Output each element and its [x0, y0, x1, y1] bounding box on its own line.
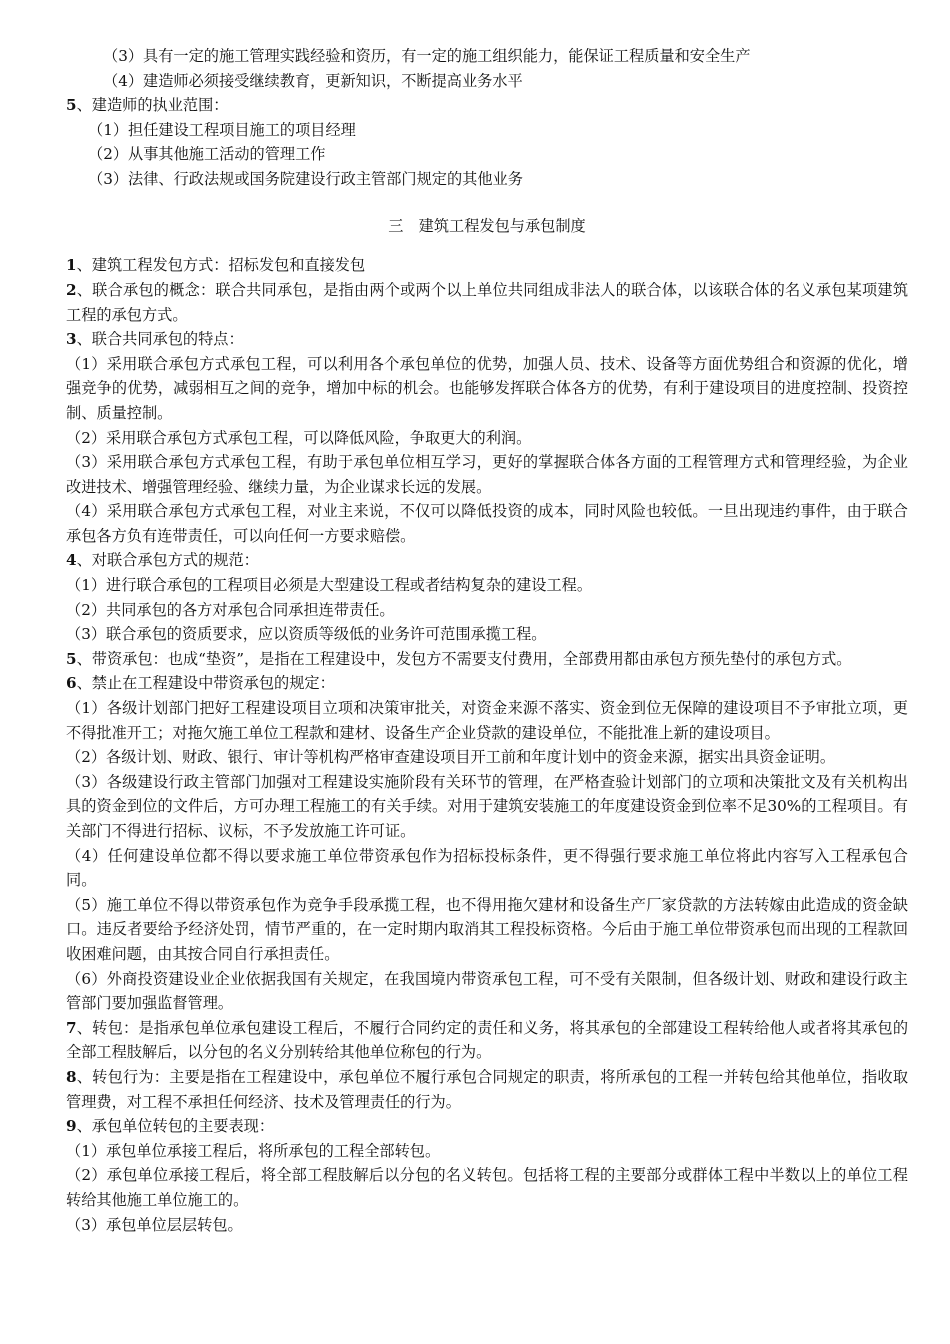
list-item	[66, 573, 908, 598]
list-item	[66, 1139, 908, 1164]
paragraph-text: 、禁止在工程建设中带资承包的规定：	[76, 674, 335, 693]
paragraph-text: （3）各级建设行政主管部门加强对工程建设实施阶段有关环节的管理，在严格查验计划部门的立项和决策批文及有关机构出具的资金到位的文件后，方可办理工程施工的有关手续。对用于建筑安装施工的年度建设资金到位率不足30%的工程项目。有关部门不得进行招标、议标，不予发放施工许可证。	[66, 772, 908, 840]
list-item	[66, 426, 908, 451]
paragraph-text: （5）施工单位不得以带资承包作为竞争手段承揽工程，也不得用拖欠建材和设备生产厂家贷款的方法转嫁由此造成的资金缺口。违反者要给予经济处罚，情节严重的，在一定时期内取消其工程投标资格。今后由于施工单位带资承包而出现的工程款回收困难问题，由其按合同自行承担责任。	[66, 895, 908, 963]
section-number: 6	[66, 674, 77, 693]
list-item	[66, 598, 908, 623]
list-item	[66, 1163, 908, 1212]
list-item	[66, 967, 908, 1016]
paragraph-text: （6）外商投资建设业企业依据我国有关规定，在我国境内带资承包工程，可不受有关限制，但各级计划、财政和建设行政主管部门要加强监督管理。	[66, 969, 908, 1013]
section-number: 7	[66, 1018, 77, 1037]
paragraph-text: （1）采用联合承包方式承包工程，可以利用各个承包单位的优势，加强人员、技术、设备等方面优势组合和资源的优化，增强竞争的优势，减弱相互之间的竞争，增加中标的机会。也能够发挥联合体各方的优势，有利于建设项目的进度控制、投资控制、质量控制。	[66, 354, 908, 422]
paragraph-text: （3）采用联合承包方式承包工程，有助于承包单位相互学习，更好的掌握联合体各方面的工程管理方式和管理经验，为企业改进技术、增强管理经验、继续力量，为企业谋求长远的发展。	[66, 453, 908, 496]
paragraph-text: （1）承包单位承接工程后，将所承包的工程全部转包。	[66, 1141, 441, 1160]
list-item	[66, 745, 908, 770]
paragraph-text: （4）采用联合承包方式承包工程，对业主来说，不仅可以降低投资的成本，同时风险也较低。一旦出现违约事件，由于联合承包各方负有连带责任，可以向任何一方要求赔偿。	[66, 502, 908, 545]
section-number: 9	[66, 1117, 77, 1136]
section-heading	[66, 1065, 908, 1114]
paragraph-text: 、联合承包的概念：联合共同承包，是指由两个或两个以上单位共同组成非法人的联合体，以该联合体的名义承包某项建筑工程的承包方式。	[66, 280, 908, 324]
paragraph-text: 、转包行为：主要是指在工程建设中，承包单位不履行承包合同规定的职责，将所承包的工程一并转包给其他单位，指收取管理费，对工程不承担任何经济、技术及管理责任的行为。	[66, 1067, 908, 1111]
list-item	[66, 450, 908, 499]
paragraph-text: （1）各级计划部门把好工程建设项目立项和决策审批关，对资金来源不落实、资金到位无保障的建设项目不予审批立项，更不得批准开工；对拖欠施工单位工程款和建材、设备生产企业贷款的建设单位，不能批准上新的建设项目。	[66, 699, 908, 742]
paragraph: （3）具有一定的施工管理实践经验和资历，有一定的施工组织能力，能保证工程质量和安全生产	[103, 47, 751, 65]
paragraph-text: 、联合共同承包的特点：	[76, 330, 244, 349]
section-number: 3	[66, 330, 77, 349]
paragraph-text: （3）联合承包的资质要求，应以资质等级低的业务许可范围承揽工程。	[66, 625, 547, 644]
list-item: （2）从事其他施工活动的管理工作	[88, 145, 326, 164]
section-heading	[66, 1114, 908, 1139]
list-item	[66, 622, 908, 647]
section-text: 、建造师的执业范围：	[76, 96, 229, 115]
list-item	[66, 893, 908, 967]
paragraph-text: 、对联合承包方式的规范：	[76, 551, 259, 570]
list-item: （1）担任建设工程项目施工的项目经理	[88, 120, 356, 139]
paragraph-text: 、承包单位转包的主要表现：	[76, 1117, 275, 1136]
paragraph-text: （3）承包单位层层转包。	[66, 1215, 243, 1234]
section-heading	[66, 548, 908, 573]
section-number: 5	[66, 649, 77, 668]
paragraph-text: （1）进行联合承包的工程项目必须是大型建设工程或者结构复杂的建设工程。	[66, 576, 593, 595]
chapter-title: 三 建筑工程发包与承包制度	[388, 216, 586, 235]
paragraph-text: （2）共同承包的各方对承包合同承担连带责任。	[66, 600, 395, 619]
document-page	[66, 44, 908, 1237]
list-item	[66, 770, 908, 844]
list-item	[66, 1213, 908, 1238]
section-number: 2	[66, 280, 77, 299]
list-item	[66, 844, 908, 893]
paragraph-text: 、建筑工程发包方式：招标发包和直接发包	[76, 256, 366, 275]
paragraph-text: （2）采用联合承包方式承包工程，可以降低风险，争取更大的利润。	[66, 428, 532, 447]
body-paragraphs	[66, 253, 908, 1237]
section-heading	[66, 253, 908, 278]
section-heading	[66, 93, 908, 118]
list-item	[66, 499, 908, 548]
section-heading	[66, 671, 908, 696]
section-heading	[66, 327, 908, 352]
paragraph-text: （2）承包单位承接工程后，将全部工程肢解后以分包的名义转包。包括将工程的主要部分或群体工程中半数以上的单位工程转给其他施工单位施工的。	[66, 1166, 908, 1209]
section-heading	[66, 1016, 908, 1065]
list-item: （3）法律、行政法规或国务院建设行政主管部门规定的其他业务	[88, 169, 523, 188]
section-number: 8	[66, 1067, 77, 1086]
section-number: 4	[66, 551, 77, 570]
paragraph-text: 、转包：是指承包单位承包建设工程后，不履行合同约定的责任和义务，将其承包的全部建设工程转给他人或者将其承包的全部工程肢解后，以分包的名义分别转给其他单位称包的行为。	[66, 1018, 908, 1062]
paragraph-text: 、带资承包：也成“垫资”，是指在工程建设中，发包方不需要支付费用，全部费用都由承包方预先垫付的承包方式。	[76, 649, 852, 668]
section-number: 5	[66, 96, 77, 115]
list-item	[66, 352, 908, 426]
section-heading	[66, 278, 908, 327]
section-heading	[66, 647, 908, 672]
section-number: 1	[66, 256, 77, 275]
paragraph-text: （2）各级计划、财政、银行、审计等机构严格审查建设项目开工前和年度计划中的资金来源，据实出具资金证明。	[66, 748, 836, 767]
paragraph: （4）建造师必须接受继续教育，更新知识，不断提高业务水平	[103, 71, 523, 90]
paragraph-text: （4）任何建设单位都不得以要求施工单位带资承包作为招标投标条件，更不得强行要求施工单位将此内容写入工程承包合同。	[66, 846, 908, 890]
list-item	[66, 696, 908, 745]
